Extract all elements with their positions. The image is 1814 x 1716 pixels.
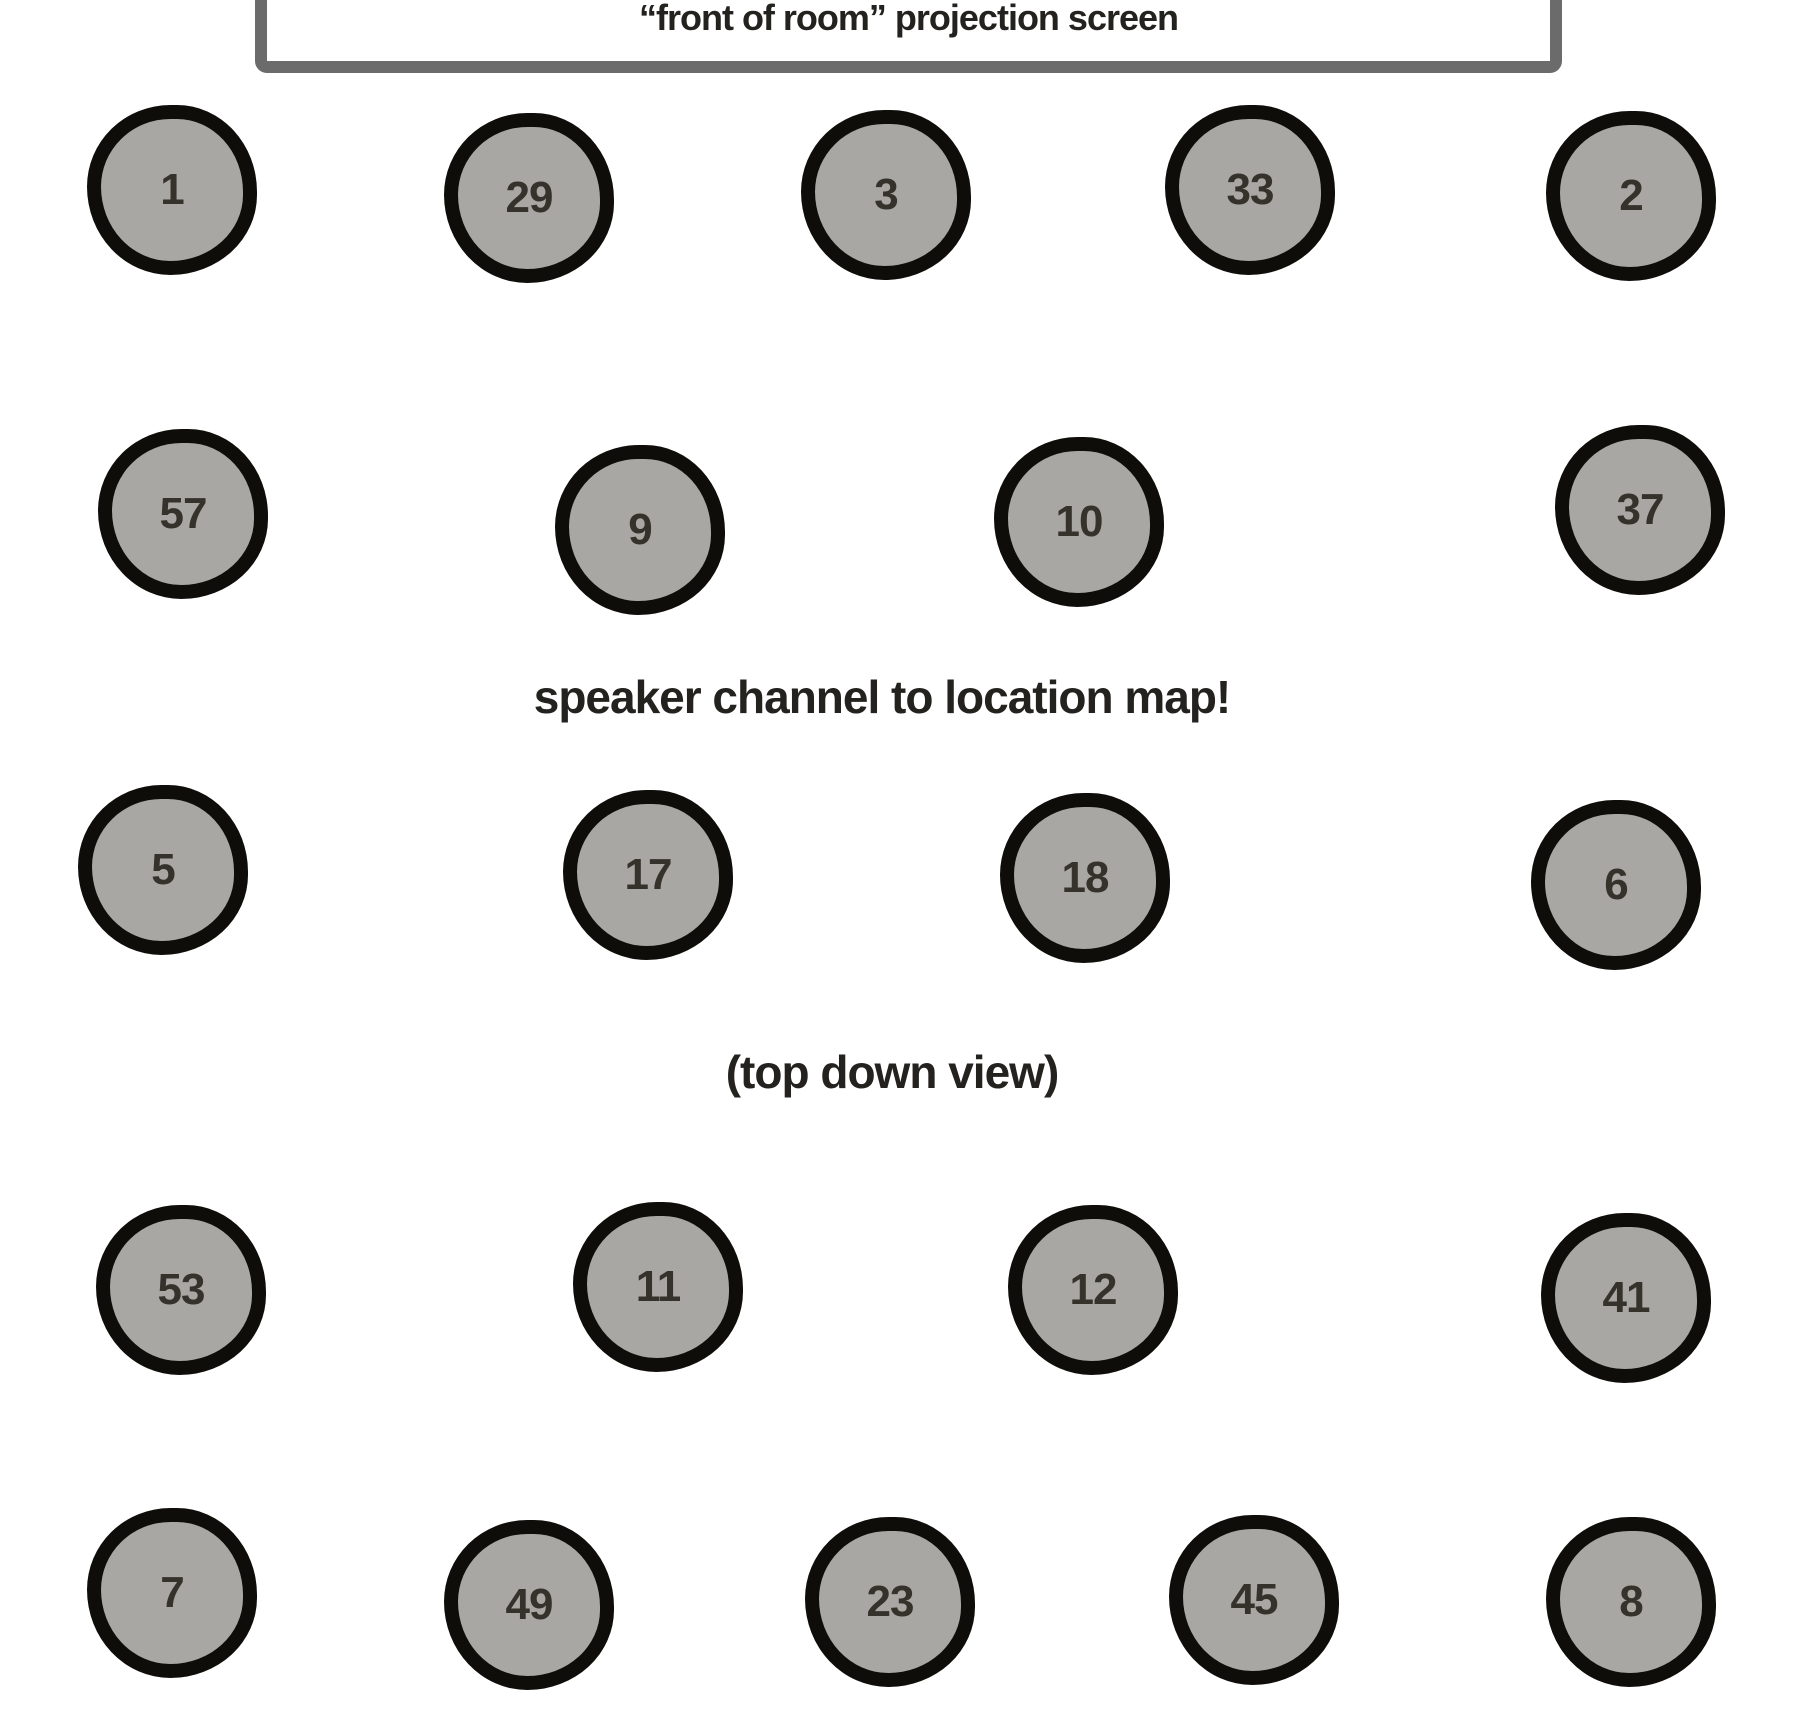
speaker-channel-number: 11 bbox=[635, 1262, 681, 1311]
speaker-circle bbox=[1546, 1517, 1716, 1687]
speaker-channel-number: 8 bbox=[1619, 1577, 1643, 1626]
speaker-circle bbox=[1008, 1205, 1178, 1375]
speaker-circle bbox=[801, 110, 971, 280]
speaker-circle bbox=[96, 1205, 266, 1375]
projection-screen bbox=[255, 0, 1562, 73]
speaker-channel-number: 53 bbox=[157, 1265, 205, 1314]
speaker-channel-number: 37 bbox=[1616, 485, 1664, 534]
speaker-channel-number: 17 bbox=[624, 850, 672, 899]
speaker-circle bbox=[1169, 1515, 1339, 1685]
speaker-channel-number: 49 bbox=[505, 1580, 553, 1629]
speaker-circle bbox=[98, 429, 268, 599]
speaker-circle bbox=[563, 790, 733, 960]
view-subtitle: (top down view) bbox=[725, 1046, 1059, 1098]
speaker-channel-number: 41 bbox=[1602, 1273, 1650, 1322]
speaker-circle bbox=[87, 1508, 257, 1678]
speaker-channel-number: 33 bbox=[1226, 165, 1274, 214]
speaker-circle bbox=[1555, 425, 1725, 595]
speaker-channel-number: 18 bbox=[1061, 853, 1109, 902]
speaker-circle bbox=[805, 1517, 975, 1687]
speaker-circle bbox=[573, 1202, 743, 1372]
speaker-circle bbox=[555, 445, 725, 615]
speaker-circle bbox=[994, 437, 1164, 607]
speaker-channel-number: 2 bbox=[1619, 171, 1643, 220]
speaker-channel-number: 6 bbox=[1604, 860, 1628, 909]
speaker-circle bbox=[444, 1520, 614, 1690]
speaker-circle bbox=[444, 113, 614, 283]
speaker-circle bbox=[1546, 111, 1716, 281]
speaker-circle bbox=[1531, 800, 1701, 970]
projection-screen-label: “front of room” projection screen bbox=[638, 0, 1179, 38]
speaker-channel-number: 57 bbox=[159, 489, 207, 538]
speaker-channel-number: 5 bbox=[151, 845, 175, 894]
speaker-circle bbox=[87, 105, 257, 275]
speaker-channel-number: 10 bbox=[1055, 497, 1103, 546]
speaker-channel-number: 29 bbox=[505, 173, 553, 222]
speaker-channel-number: 9 bbox=[628, 505, 652, 554]
speaker-circle bbox=[1165, 105, 1335, 275]
speaker-channel-number: 45 bbox=[1230, 1575, 1278, 1624]
map-title: speaker channel to location map! bbox=[533, 671, 1231, 723]
speaker-channel-number: 23 bbox=[866, 1577, 914, 1626]
speaker-circle bbox=[78, 785, 248, 955]
speaker-channel-number: 3 bbox=[874, 170, 898, 219]
speaker-circle bbox=[1000, 793, 1170, 963]
speaker-circle bbox=[1541, 1213, 1711, 1383]
speaker-channel-number: 7 bbox=[160, 1568, 184, 1617]
speaker-channel-number: 12 bbox=[1069, 1265, 1117, 1314]
speaker-channel-number: 1 bbox=[160, 165, 184, 214]
